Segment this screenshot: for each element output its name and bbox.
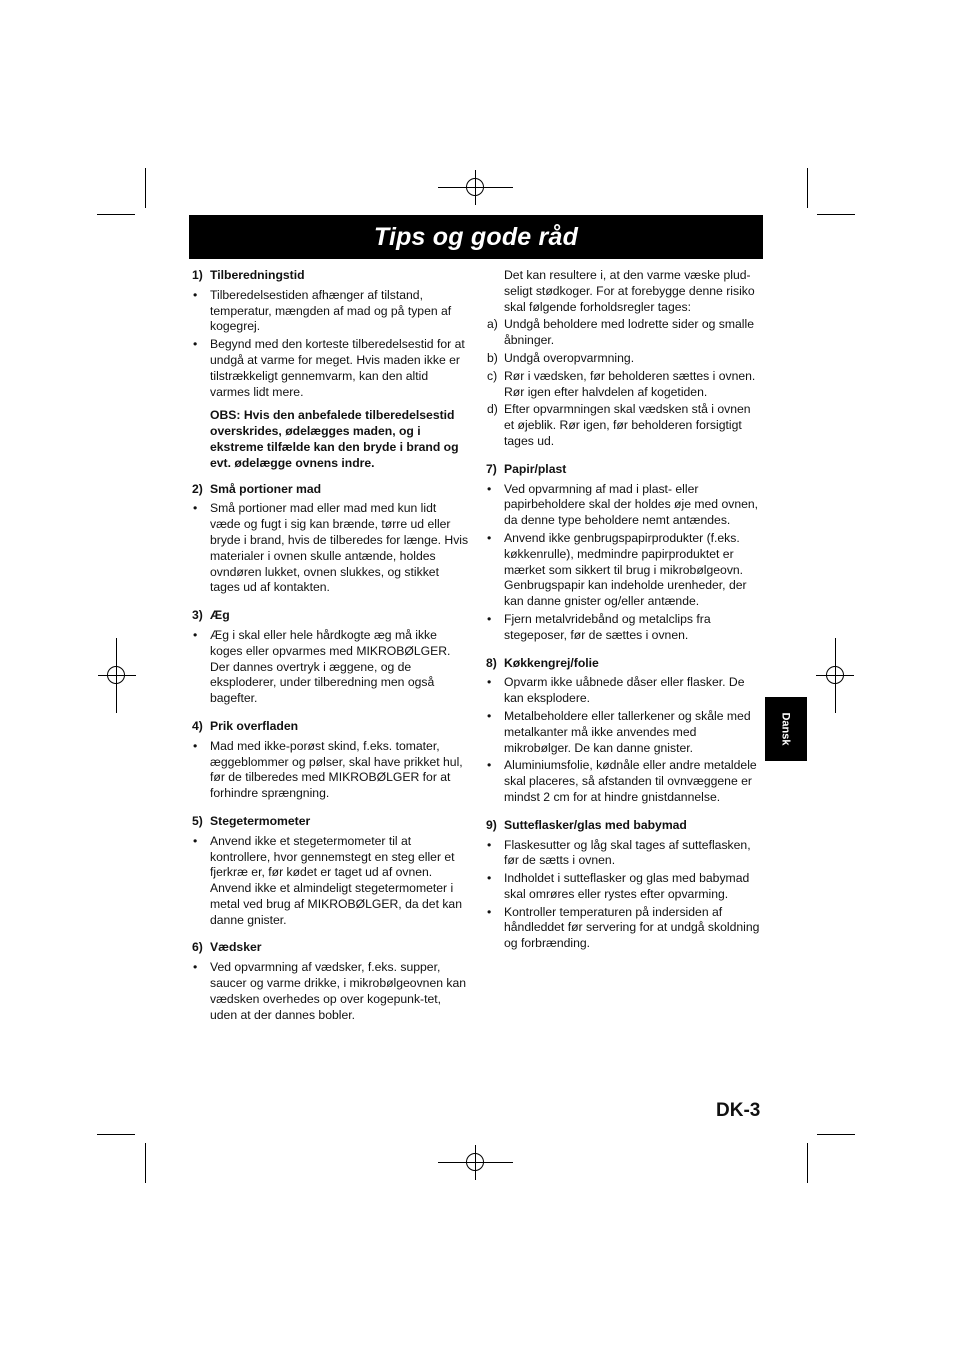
list-item: • Anvend ikke genbrugspapirprodukter (f.eks. køkkenrulle), medmindre papirproduktet er mærket som sikkert til brug i mikrobølgeovn. Genbrugspapir kan indeholde urenheder, der kan danne gnister og/eller antænde. — [487, 530, 747, 609]
warning-text: OBS: Hvis den anbefalede tilberedelsestid overskrides, ødelægges maden, og i ekstreme tilfælde kan den bryde i brand og evt. ødelægge ovnens indre. — [210, 408, 459, 470]
list-item: • Metalbeholdere eller tallerkener og skåle med metalkanter må ikke anvendes med mikrobølger. De kan danne gnister. — [487, 708, 751, 755]
section-cookware-foil — [486, 656, 764, 806]
section-tilberedningstid — [192, 268, 470, 472]
list-item: • Kontroller temperaturen på indersiden af håndleddet før servering for at undgå skoldning og forbrænding. — [487, 904, 760, 951]
list-item: • Ved opvarmning af mad i plast- eller papirbeholdere skal der holdes øje med ovnen, da denne type beholdere nemt antændes. — [487, 481, 759, 528]
section-heading: 6) Vædsker — [192, 940, 262, 955]
list-item: • Begynd med den korteste tilberedelsestid for at undgå at varme for meget. Hvis maden ikke er tilstrækkeligt gennemvarm, kan den altid varmes lidt mere. — [193, 337, 465, 399]
list-item: b) Undgå overopvarmning. — [487, 350, 635, 365]
crop-mark — [817, 214, 855, 215]
section-heading: 9) Sutteflasker/glas med babymad — [486, 817, 687, 832]
list-item: c) Rør i vædsken, før beholderen sættes i ovnen. Rør igen efter halvdelen af kogetiden. — [487, 368, 756, 399]
list-item: • Ved opvarmning af vædsker, f.eks. supper, saucer og varme drikke, i mikrobølgeovnen kan vædsken overhedes op over kogepunk-tet, uden at der dannes bobler. — [193, 960, 467, 1022]
right-column — [486, 268, 764, 954]
section-heading: 7) Papir/plast — [486, 461, 567, 476]
crop-mark — [145, 168, 146, 208]
section-small-portions — [192, 482, 470, 597]
section-heading: 3) Æg — [192, 608, 230, 623]
section-heading: 2) Små portioner mad — [192, 481, 322, 496]
language-tab-label: Dansk — [780, 712, 792, 746]
list-item: • Indholdet i sutteflasker og glas med babymad skal omrøres eller rystes efter opvarming. — [487, 871, 750, 901]
section-heading: 1) Tilberedningstid — [192, 268, 305, 282]
crop-mark — [97, 214, 135, 215]
list-item: • Mad med ikke-porøst skind, f.eks. tomater, æggeblommer og pølser, skal have prikket hul, før de tilberedes med MIKROBØLGER for at forhindre sprængning. — [193, 738, 463, 801]
left-column — [192, 268, 470, 1025]
list-item: • Fjern metalvridebånd og metalclips fra stegeposer, før de sættes i ovnen. — [487, 611, 711, 642]
section-liquids-continued — [486, 268, 764, 450]
crop-mark — [97, 1134, 135, 1135]
list-item: • Flaskesutter og låg skal tages af sutteflasken, før de sætts i ovnen. — [487, 837, 751, 868]
title-bar — [189, 215, 763, 259]
list-item: • Æg i skal eller hele hårdkogte æg må ikke koges eller opvarmes med MIKROBØLGER. Der dannes overtryk i æggene, og de eksploderer, under tilberedning men også bagefter. — [193, 627, 451, 706]
section-heading: 5) Stegetermometer — [192, 813, 311, 828]
list-item: • Tilberedelsestiden afhænger af tilstand, temperatur, mængden af mad og på typen af kogegrej. — [193, 287, 452, 334]
list-item: • Aluminiumsfolie, kødnåle eller andre metaldele skal placeres, så afstanden til ovnvæggene er mindst 2 cm for at hindre gnistdannelse. — [487, 758, 757, 804]
section-pierce-surface — [192, 719, 470, 802]
section-liquids — [192, 940, 470, 1023]
section-thermometer — [192, 814, 470, 929]
list-item: • Små portioner mad eller mad med kun lidt væde og fugt i sig kan brænde, tørre ud eller bryde i brand, hvis de tilberedes for længe. Hvis materialer i ovnen skulle antænde, holdes ovndøren lukket, ovnen slukkes, og stikket tages ud af kontakten. — [193, 501, 469, 595]
crop-mark — [807, 1143, 808, 1183]
section-eggs — [192, 608, 470, 707]
page-number: DK-3 — [716, 1100, 761, 1121]
section-baby-bottles — [486, 818, 764, 952]
crop-mark — [145, 1143, 146, 1183]
crop-mark — [817, 1134, 855, 1135]
section-heading: 8) Køkkengrej/folie — [486, 655, 599, 670]
page-title: Tips og gode råd — [373, 222, 579, 251]
section-paper-plastic — [486, 462, 764, 644]
paragraph: Det kan resultere i, at den varme væske plud-seligt stødkoger. For at forebygge denne risiko skal følgende forholdsregler tages: — [504, 268, 755, 314]
language-tab — [765, 697, 807, 761]
crop-mark — [807, 168, 808, 208]
list-item: • Opvarm ikke uåbnede dåser eller flasker. De kan eksplodere. — [487, 675, 745, 706]
list-item: a) Undgå beholdere med lodrette sider og smalle åbninger. — [487, 317, 754, 348]
section-heading: 4) Prik overfladen — [192, 718, 299, 733]
list-item: • Anvend ikke et stegetermometer til at kontrollere, hvor gennemstegt en steg eller et fjerkræ er, før kødet er taget ud af ovnen. Anvend ikke et almindeligt stegetermometer i metal ved brug af MIKROBØLGER, da det kan danne gnister. — [193, 833, 462, 927]
list-item: d) Efter opvarmningen skal vædsken stå i ovnen et øjeblik. Rør igen, før beholderen forsigtigt tages ud. — [487, 402, 751, 448]
